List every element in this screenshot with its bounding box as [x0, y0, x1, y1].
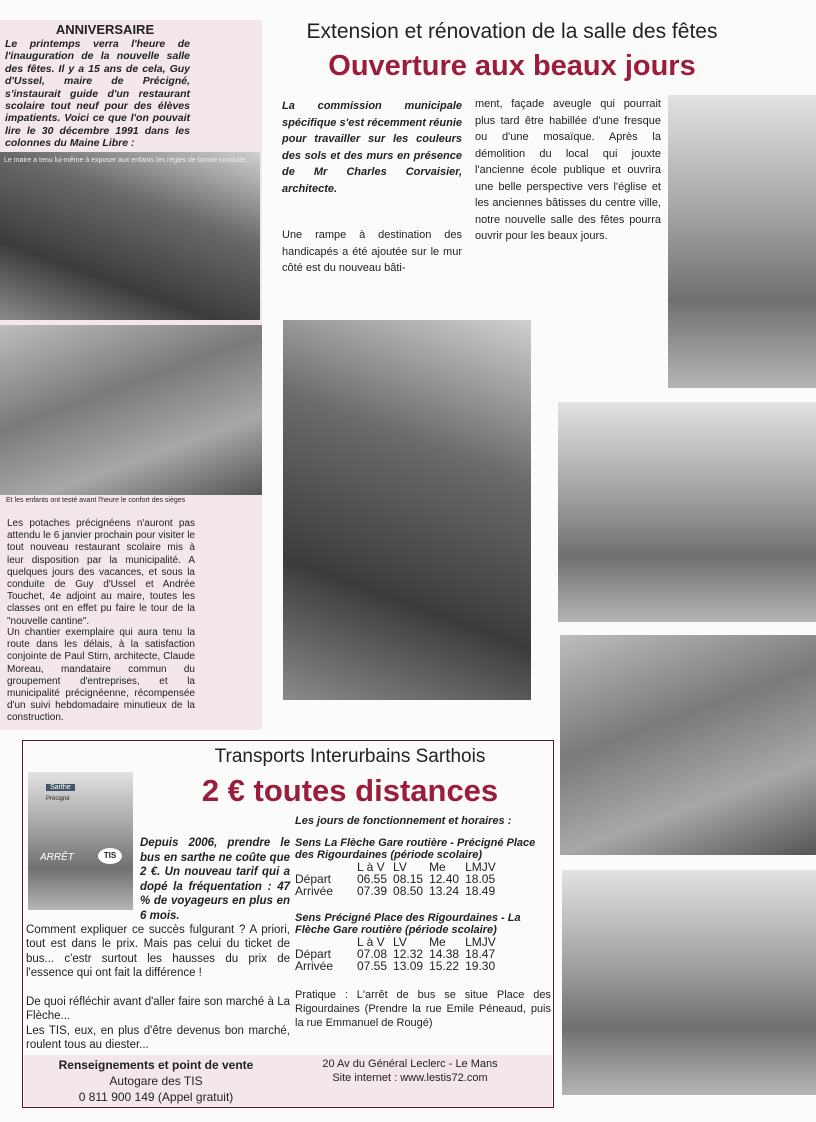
- route-1-timetable: [295, 861, 502, 897]
- time-cell: 18.49: [465, 884, 496, 898]
- practical-info: Pratique : L'arrêt de bus se situe Place des Rigourdaines (Prendre la rue Emile Péneaud, puis la rue Emmanuel de Rougé): [295, 989, 551, 1029]
- time-cell: 13.24: [429, 884, 460, 898]
- time-cell: 07.08: [357, 947, 388, 961]
- info-place: Autogare des TIS: [109, 1074, 203, 1088]
- photo-hall-construction: [558, 402, 816, 622]
- info-phone: 0 811 900 149 (Appel gratuit): [78, 1090, 234, 1104]
- row-label: Arrivée: [295, 884, 334, 898]
- time-cell: 19.30: [465, 959, 496, 973]
- transport-title: Transports Interurbains Sarthois: [214, 746, 486, 767]
- article-col2-body: ment, façade aveugle qui pourrait plus tard être habillée d'une fresque ou d'une mosaïque. Après la démolition du local qui jouxte l'ancienne école publique et ouvrira une belle perspective vers l'église et les anciennes bâtisses du centre ville, notre nouvelle salle des fêtes pourra ouvrir pour les beaux jours.: [475, 98, 661, 242]
- photo-children-seats: [0, 325, 262, 495]
- schedule-heading: Les jours de fonctionnement et horaires :: [295, 815, 512, 827]
- time-cell: 18.05: [465, 872, 496, 886]
- col-header: Me: [429, 860, 446, 874]
- tis-logo: TIS: [98, 848, 122, 864]
- sign-stop: ARRÊT: [40, 852, 74, 863]
- col-header: L à V: [357, 935, 385, 949]
- col-header: LV: [393, 935, 407, 949]
- time-cell: 07.55: [357, 959, 388, 973]
- photo1-caption: Le maire a tenu lui-même à exposer aux enfants les règles de bonne conduite...: [4, 157, 252, 164]
- photo2-caption: Et les enfants ont testé avant l'heure le confort des sièges: [6, 497, 186, 504]
- col-header: LMJV: [465, 860, 496, 874]
- time-cell: 15.22: [429, 959, 460, 973]
- anniversary-intro: Le printemps verra l'heure de l'inauguration de la nouvelle salle des fêtes. Il y a 15 ans de cela, Guy d'Ussel, maire de Précigné, s'instaurait guide d'un restaurant scolaire tout neuf pour des élèves impatients. Voici ce que l'on pouvait lire le 30 décembre 1991 dans les colonnes du Maine Libre :: [5, 38, 190, 150]
- article-kicker: Extension et rénovation de la salle des fêtes: [306, 20, 718, 43]
- col-header: L à V: [357, 860, 385, 874]
- photo-roof-frame: [283, 320, 531, 700]
- row-label: Départ: [295, 947, 332, 961]
- anniversary-body1: Les potaches précignéens n'auront pas attendu le 6 janvier prochain pour visiter le tout nouveau restaurant scolaire mis à leur disposition par la municipalité. A quelques jours des vacances, et sous la conduite de Guy d'Ussel et Andrée Touchet, 4e adjoint au maire, toutes les classes ont en effet pu faire le tour de la "nouvelle cantine".: [7, 518, 195, 627]
- time-cell: 08.15: [393, 872, 424, 886]
- table-row: [295, 885, 502, 897]
- time-cell: 07.39: [357, 884, 388, 898]
- route-1: [295, 838, 551, 897]
- anniversary-body2: Un chantier exemplaire qui aura tenu la route dans les délais, à la satisfaction conjointe de Paul Stirn, architecte, Claude Moreau, mandataire commun du groupement d'entreprises, et la municipalité précignéenne, récompensée d'un suivi hebdomadaire minutieux de la construction.: [7, 627, 195, 724]
- article-lead: La commission municipale spécifique s'est récemment réunie pour travailler sur les couleurs des sols et des murs en présence de Mr Charles Corvaisier, architecte.: [282, 100, 462, 195]
- sign-town: Précigné: [46, 796, 70, 802]
- anniversary-heading: ANNIVERSAIRE: [55, 22, 155, 37]
- col-header: LMJV: [465, 935, 496, 949]
- transport-body2: De quoi réfléchir avant d'aller faire son marché à La Flèche...: [26, 996, 290, 1023]
- route-2-timetable: [295, 936, 502, 972]
- route-2: [295, 913, 551, 972]
- transport-body1: Comment expliquer ce succès fulgurant ? A priori, tout est dans le prix. Mais pas celui du ticket de bus... c'estr surtout les hausses du prix de l'essence qui ont fait la différence !: [26, 924, 290, 979]
- transport-body3: Les TIS, eux, en plus d'être devenus bon marché, roulent tous au diester...: [26, 1025, 290, 1052]
- transport-headline: 2 € toutes distances: [201, 773, 499, 808]
- time-cell: 06.55: [357, 872, 388, 886]
- transport-website: Site internet : www.lestis72.com: [332, 1072, 488, 1084]
- time-cell: 18.47: [465, 947, 496, 961]
- time-cell: 14.38: [429, 947, 460, 961]
- route-2-name: Sens Précigné Place des Rigourdaines - La Flèche Gare routière (période scolaire): [295, 912, 521, 936]
- transport-intro: Depuis 2006, prendre le bus en sarthe ne coûte que 2 €. Un nouveau tarif qui a dopé la fréquentation : 47 % de voyageurs en plus en 6 mois.: [140, 837, 290, 922]
- time-cell: 08.50: [393, 884, 424, 898]
- row-label: Départ: [295, 872, 332, 886]
- photo-building-facade: [562, 870, 816, 1095]
- info-heading: Renseignements et point de vente: [58, 1058, 254, 1072]
- article-headline: Ouverture aux beaux jours: [328, 50, 696, 82]
- route-1-name: Sens La Flèche Gare routière - Précigné Place des Rigourdaines (période scolaire): [295, 837, 536, 861]
- table-row: [295, 960, 502, 972]
- photo-hall-interior: [668, 95, 816, 388]
- time-cell: 13.09: [393, 959, 424, 973]
- article-col1-body: Une rampe à destination des handicapés a été ajoutée sur le mur côté est du nouveau bâti-: [282, 229, 462, 274]
- sign-brand: Sarthe: [46, 784, 75, 791]
- transport-address: 20 Av du Général Leclerc - Le Mans: [322, 1058, 498, 1070]
- bus-stop-sign-photo: [28, 772, 133, 910]
- col-header: Me: [429, 935, 446, 949]
- time-cell: 12.40: [429, 872, 460, 886]
- row-label: Arrivée: [295, 959, 334, 973]
- photo-building-exterior: [560, 635, 816, 855]
- photo-mayor-children: [0, 152, 260, 320]
- col-header: LV: [393, 860, 407, 874]
- time-cell: 12.32: [393, 947, 424, 961]
